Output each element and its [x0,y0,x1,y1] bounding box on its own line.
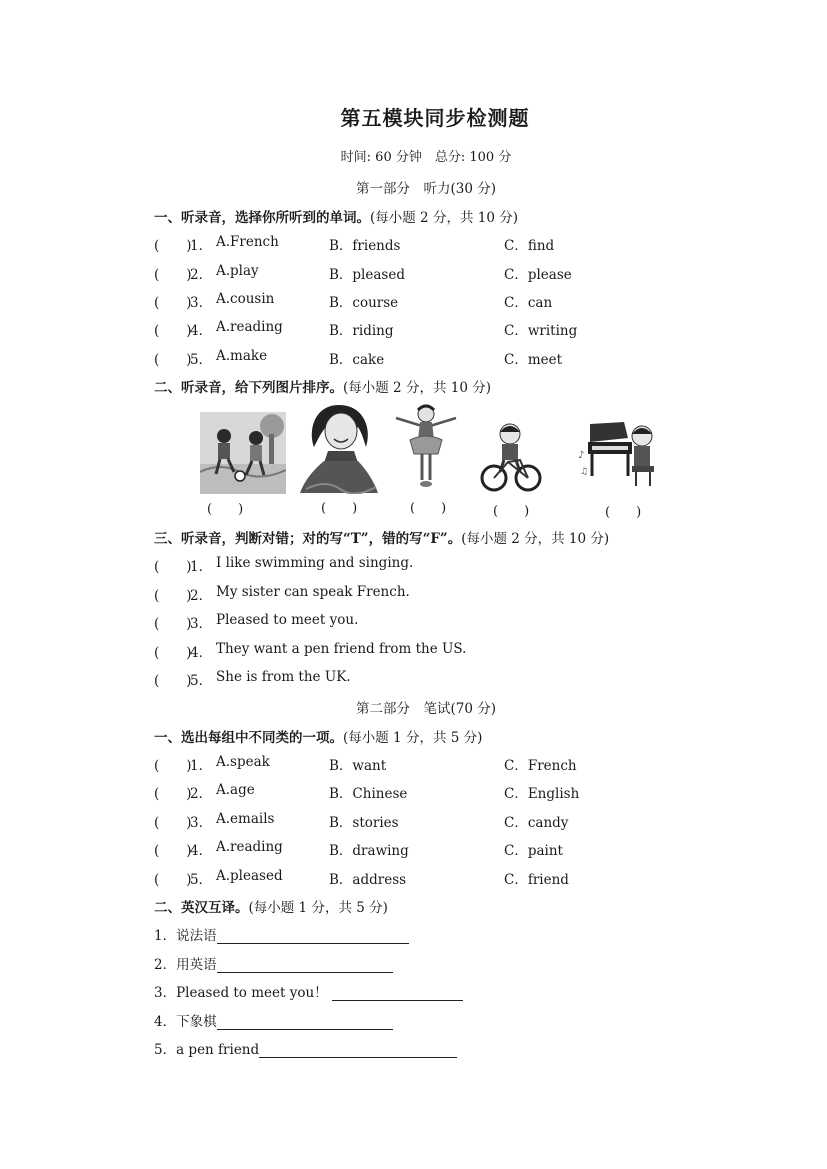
statement-text: They want a pen friend from the US. [216,641,467,657]
statement-text: She is from the UK. [216,669,351,685]
answer-paren[interactable]: ( ) [154,786,192,802]
answer-paren[interactable]: ( ) [154,645,192,661]
translation-prompt: 3．Pleased to meet you！ [154,985,328,1001]
option-a: A.reading [216,839,283,855]
section-1-heading [154,206,518,226]
translation-prompt: 1．说法语 [154,928,217,944]
option-b: B．course [329,295,399,311]
answer-paren[interactable]: ( ) [154,238,192,254]
translation-item [154,1010,393,1030]
option-c: C．French [504,758,577,774]
answer-blank[interactable] [332,986,463,1001]
statement-text: Pleased to meet you. [216,612,359,628]
translation-item [154,1038,457,1058]
picture-2-answer-paren[interactable]: ( ) [321,501,358,516]
option-c: C．please [504,267,572,283]
boy-playing-piano-icon [578,418,660,492]
question-number: 5． [190,352,213,368]
girl-dancing-icon [392,404,460,490]
question-number: 1． [190,758,213,774]
answer-paren[interactable]: ( ) [154,323,192,339]
option-a: A.make [216,348,268,364]
option-c: C．writing [504,323,578,339]
translation-item [154,924,409,944]
option-a: A.pleased [216,868,283,884]
section-2-heading [154,376,491,396]
question-number: 5． [190,673,213,689]
option-b: B．want [329,758,387,774]
statement-text: My sister can speak French. [216,584,410,600]
question-number: 5． [190,872,213,888]
option-a: A.reading [216,319,283,335]
question-number: 4． [190,323,213,339]
children-playing-football-icon [200,412,286,494]
picture-5-answer-paren[interactable]: ( ) [605,505,642,520]
section-2-points: (每小题 2 分，共 10 分) [343,380,491,396]
option-a: A.speak [216,754,270,770]
option-b: B．pleased [329,267,405,283]
option-a: A.emails [216,811,275,827]
section-1-points: (每小题 2 分，共 10 分) [370,210,518,226]
section-1-title: 一、听录音，选择你所听到的单词。 [154,210,370,226]
part-one-heading: 第一部分 听力(30 分) [355,181,496,197]
answer-paren[interactable]: ( ) [154,843,192,859]
option-c: C．friend [504,872,569,888]
section-3-points: (每小题 2 分，共 10 分) [461,531,610,547]
picture-4-answer-paren[interactable]: ( ) [493,504,530,519]
option-a: A.age [216,782,255,798]
question-number: 2． [190,588,213,604]
answer-paren[interactable]: ( ) [154,267,192,283]
part-two-heading: 第二部分 笔试(70 分) [355,701,496,717]
answer-paren[interactable]: ( ) [154,815,192,831]
option-c: C．paint [504,843,563,859]
answer-paren[interactable]: ( ) [154,559,192,575]
page-title: 第五模块同步检测题 [340,106,530,130]
option-c: C．candy [504,815,569,831]
option-c: C．English [504,786,580,802]
option-c: C．can [504,295,553,311]
question-number: 3． [190,815,213,831]
translation-item [154,953,393,973]
question-number: 1． [190,238,213,254]
option-b: B．address [329,872,407,888]
option-a: A.play [216,263,259,279]
question-number: 3． [190,295,213,311]
option-b: B．Chinese [329,786,408,802]
section-5-points: (每小题 1 分，共 5 分) [248,900,388,916]
option-b: B．riding [329,323,394,339]
option-c: C．find [504,238,555,254]
answer-paren[interactable]: ( ) [154,673,192,689]
answer-paren[interactable]: ( ) [154,588,192,604]
answer-paren[interactable]: ( ) [154,352,192,368]
option-a: A.cousin [216,291,275,307]
answer-blank[interactable] [259,1043,457,1058]
section-4-title: 一、选出每组中不同类的一项。 [154,730,343,746]
exam-time-and-score: 时间: 60 分钟 总分: 100 分 [340,150,512,165]
question-number: 2． [190,786,213,802]
answer-paren[interactable]: ( ) [154,758,192,774]
picture-3-answer-paren[interactable]: ( ) [410,501,447,516]
answer-blank[interactable] [217,929,409,944]
boy-riding-bike-icon [480,420,542,494]
picture-1-answer-paren[interactable]: ( ) [207,502,244,517]
option-b: B．stories [329,815,399,831]
girl-singing-icon [296,401,382,494]
option-c: C．meet [504,352,563,368]
section-4-heading [154,726,482,746]
translation-prompt: 5．a pen friend [154,1042,260,1058]
section-3-title: 三、听录音，判断对错；对的写“T”，错的写“F”。 [154,531,462,547]
question-number: 3． [190,616,213,632]
section-3-heading [154,527,609,547]
question-number: 4． [190,843,213,859]
option-b: B．drawing [329,843,409,859]
answer-blank[interactable] [217,958,393,973]
answer-blank[interactable] [217,1015,393,1030]
option-b: B．cake [329,352,385,368]
answer-paren[interactable]: ( ) [154,872,192,888]
option-a: A.French [216,234,279,250]
section-5-title: 二、英汉互译。 [154,900,249,916]
section-5-heading [154,896,388,916]
translation-prompt: 4．下象棋 [154,1014,217,1030]
answer-paren[interactable]: ( ) [154,295,192,311]
question-number: 2． [190,267,213,283]
question-number: 1． [190,559,213,575]
svg-text:♪: ♪ [578,450,585,461]
option-b: B．friends [329,238,401,254]
translation-prompt: 2．用英语 [154,957,217,973]
section-4-points: (每小题 1 分，共 5 分) [343,730,483,746]
section-2-title: 二、听录音，给下列图片排序。 [154,380,343,396]
svg-text:♫: ♫ [580,467,589,477]
answer-paren[interactable]: ( ) [154,616,192,632]
translation-item [154,981,463,1001]
question-number: 4． [190,645,213,661]
statement-text: I like swimming and singing. [216,555,414,571]
